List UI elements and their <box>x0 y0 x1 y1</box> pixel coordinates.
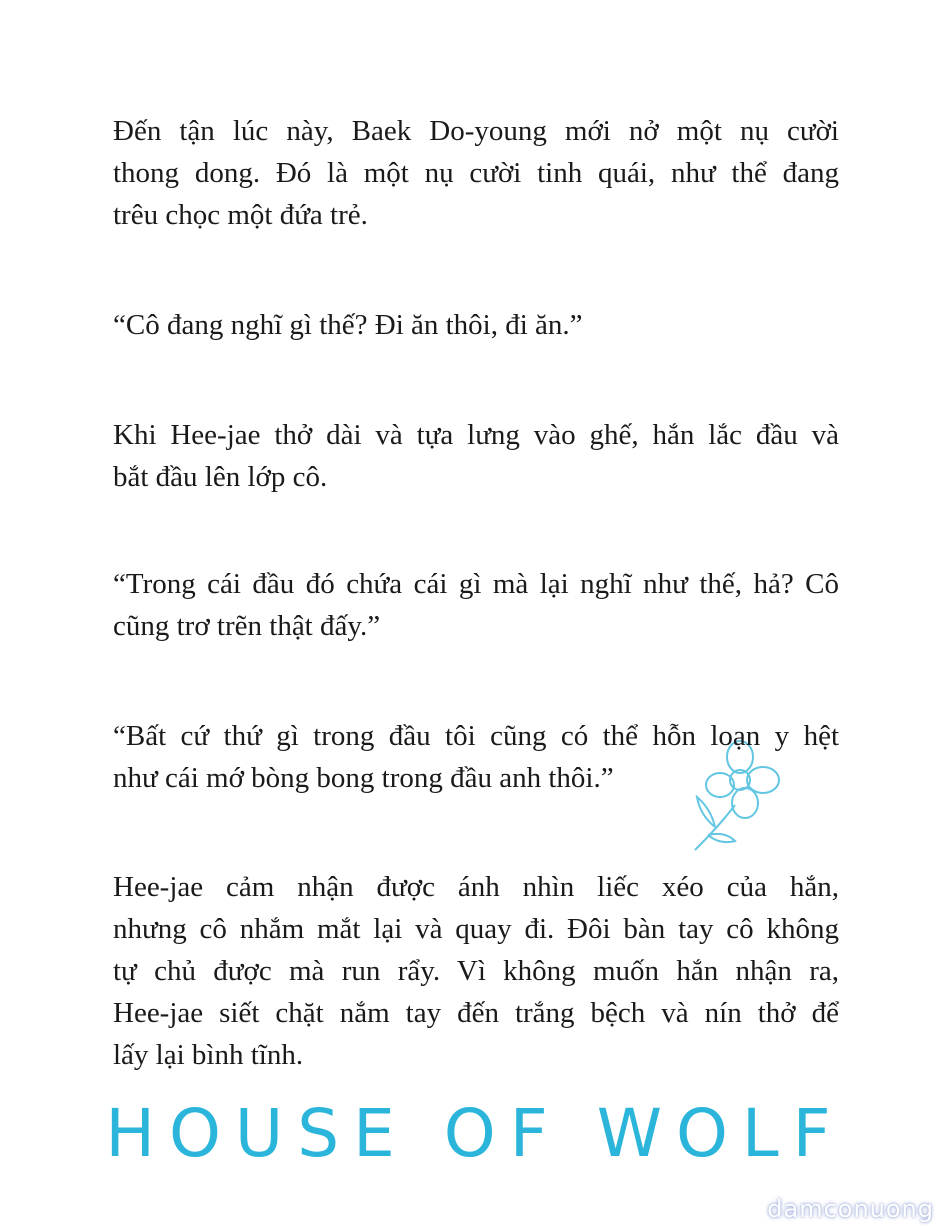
text-line: Hee-jae cảm nhận được ánh nhìn liếc xéo của hắn, <box>113 871 839 903</box>
paragraph-1 <box>113 110 839 236</box>
text-line: cũng trơ trẽn thật đấy.” <box>113 610 381 642</box>
text-line: thong dong. Đó là một nụ cười tinh quái, như thể đang <box>113 157 839 189</box>
paragraph-6 <box>113 866 839 1076</box>
text-line: bắt đầu lên lớp cô. <box>113 461 328 493</box>
text-line: Đến tận lúc này, Baek Do-young mới nở một nụ cười <box>113 115 839 147</box>
paragraph-5 <box>113 715 839 799</box>
text-line: nhưng cô nhắm mắt lại và quay đi. Đôi bàn tay cô không <box>113 913 839 945</box>
text-line: “Bất cứ thứ gì trong đầu tôi cũng có thể hỗn loạn y hệt <box>113 720 839 752</box>
text-line: như cái mớ bòng bong trong đầu anh thôi.” <box>113 762 614 794</box>
paragraph-3 <box>113 414 839 498</box>
watermark-text: HOUSE OF WOLF <box>105 1095 845 1172</box>
text-line: Hee-jae siết chặt nắm tay đến trắng bệch và nín thở để <box>113 997 839 1029</box>
text-line: tự chủ được mà run rẩy. Vì không muốn hắn nhận ra, <box>113 955 839 987</box>
text-line: “Trong cái đầu đó chứa cái gì mà lại nghĩ như thế, hả? Cô <box>113 568 839 600</box>
paragraph-4 <box>113 563 839 647</box>
text-line: lấy lại bình tĩnh. <box>113 1039 304 1071</box>
text-line: trêu chọc một đứa trẻ. <box>113 199 368 231</box>
paragraph-2 <box>113 304 839 346</box>
text-line: “Cô đang nghĩ gì thế? Đi ăn thôi, đi ăn.” <box>113 309 583 341</box>
text-line: Khi Hee-jae thở dài và tựa lưng vào ghế, hắn lắc đầu và <box>113 419 839 451</box>
site-watermark: damconuong <box>767 1195 934 1223</box>
